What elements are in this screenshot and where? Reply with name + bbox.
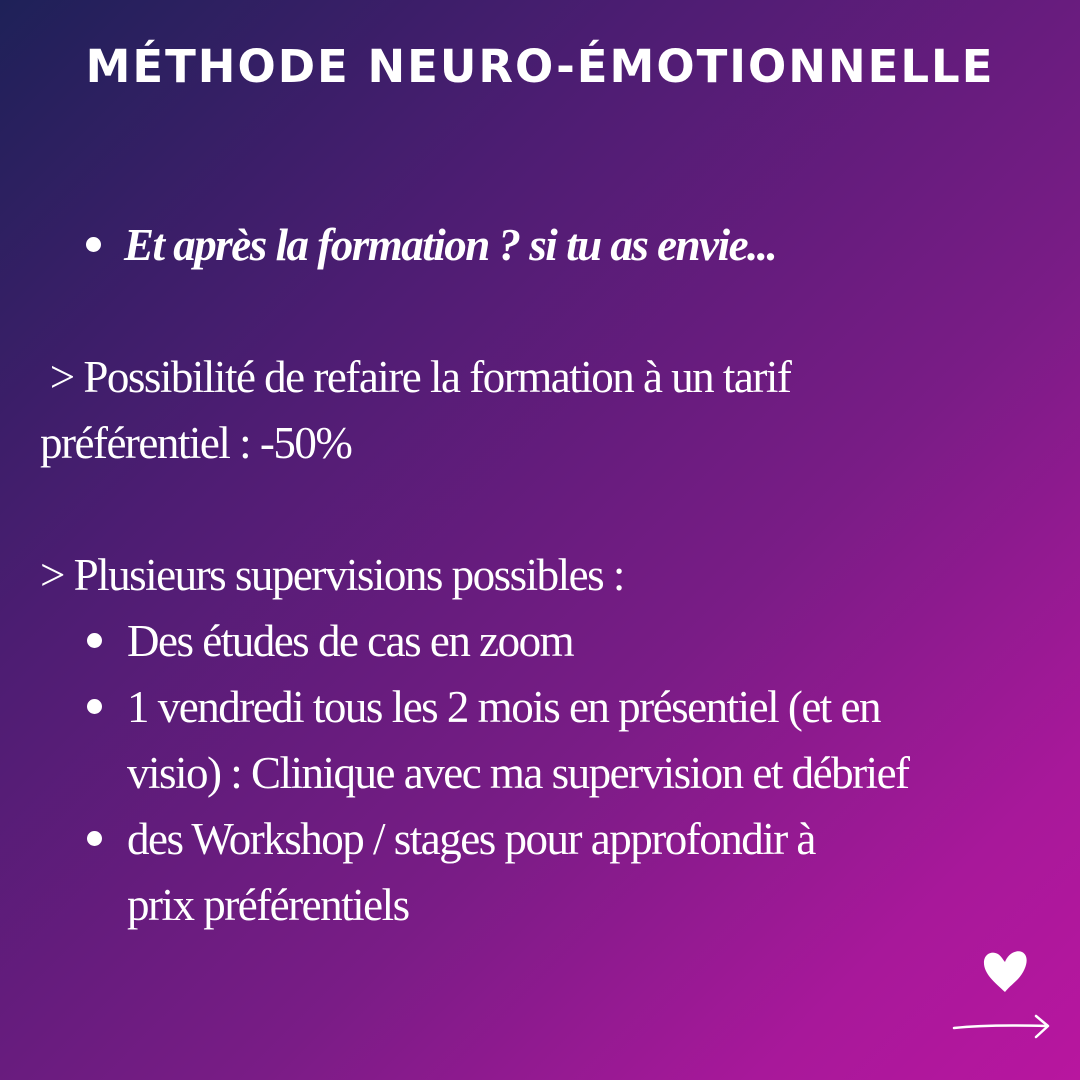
arrow-right-icon[interactable]: [952, 1012, 1052, 1042]
list-item: [40, 674, 1050, 806]
spacer: [40, 476, 1050, 542]
spacer: [40, 278, 1050, 344]
bullet-dot: [87, 699, 102, 714]
list-item-line: visio) : Clinique avec ma supervision et débrief: [127, 748, 909, 798]
intro-text: Et après la formation ? si tu as envie...: [124, 220, 777, 270]
list-item-line: Des études de cas en zoom: [127, 616, 574, 666]
heart-icon: [980, 946, 1030, 996]
list-item-line: 1 vendredi tous les 2 mois en présentiel (et en: [127, 682, 881, 732]
intro-bullet: [40, 212, 1050, 278]
supervisions-heading: > Plusieurs supervisions possibles :: [40, 550, 624, 600]
list-item: [40, 608, 1050, 674]
page-title: MÉTHODE NEURO-ÉMOTIONNELLE: [85, 40, 995, 93]
supervisions-list: [40, 608, 1050, 938]
bullet-dot: [87, 633, 102, 648]
offer-line-1: > Possibilité de refaire la formation à un tarif: [40, 352, 791, 402]
list-item: [40, 806, 1050, 938]
bullet-dot: [87, 831, 102, 846]
content: [40, 212, 1050, 938]
list-item-line: prix préférentiels: [127, 880, 409, 930]
list-item-line: des Workshop / stages pour approfondir à: [127, 814, 815, 864]
bullet-dot: [86, 237, 101, 252]
offer-text: [40, 344, 1050, 476]
offer-line-2: préférentiel : -50%: [40, 418, 352, 468]
